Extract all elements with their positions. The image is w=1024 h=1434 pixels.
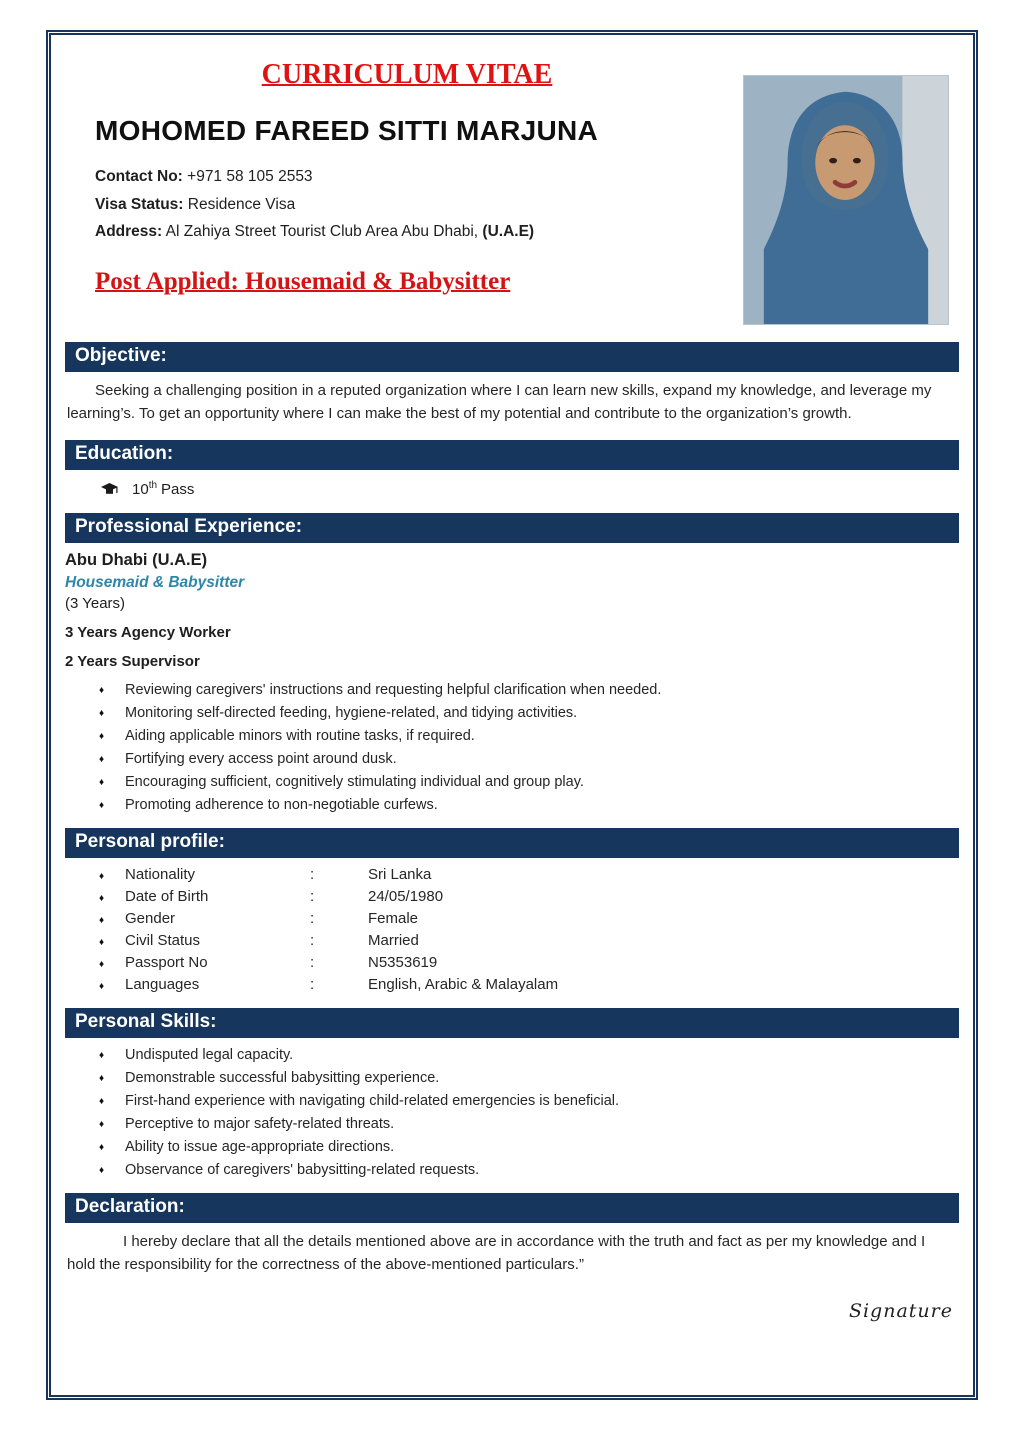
section-education (65, 440, 959, 498)
bullet-text: Aiding applicable minors with routine tasks, if required. (125, 728, 475, 744)
education-text (132, 480, 194, 498)
bullet-text: Encouraging sufficient, cognitively stimulating individual and group play. (125, 774, 584, 790)
profile-label: Date of Birth (125, 888, 209, 905)
profile-row (65, 910, 959, 927)
profile-row (65, 888, 959, 905)
profile-separator: : (310, 932, 315, 949)
experience-role: Housemaid & Babysitter (65, 574, 245, 591)
section-personal-skills (65, 1008, 959, 1178)
field-value: Residence Visa (187, 195, 296, 213)
bullet-text: Perceptive to major safety-related threats. (125, 1116, 395, 1132)
post-applied-title: Post Applied: Housemaid & Babysitter (95, 267, 511, 295)
profile-row (65, 976, 959, 993)
applicant-name: MOHOMED FAREED SITTI MARJUNA (95, 115, 599, 146)
experience-location: Abu Dhabi (U.A.E) (65, 551, 208, 569)
diamond-bullet-icon: ♦ (99, 871, 105, 882)
list-item (99, 728, 959, 744)
list-item (99, 774, 959, 790)
list-item (99, 705, 959, 721)
signature-label: Signature (848, 1300, 953, 1322)
education-grade-number: 10 (132, 481, 149, 498)
profile-label: Passport No (125, 954, 208, 971)
diamond-bullet-icon: ♦ (99, 800, 105, 811)
section-heading: Education: (65, 440, 959, 470)
section-heading: Personal Skills: (65, 1008, 959, 1038)
education-grade-suffix: th (148, 480, 158, 491)
bullet-text: Demonstrable successful babysitting experience. (125, 1070, 440, 1086)
section-heading: Declaration: (65, 1193, 959, 1223)
applicant-photo (743, 75, 949, 325)
profile-label: Nationality (125, 866, 196, 883)
list-item (99, 797, 959, 813)
experience-summary-line: 3 Years Agency Worker (65, 624, 231, 641)
profile-value: Female (368, 910, 419, 927)
diamond-bullet-icon: ♦ (99, 1119, 105, 1130)
field-value: Al Zahiya Street Tourist Club Area Abu Dhabi, (165, 223, 479, 241)
profile-value: Married (368, 932, 419, 949)
objective-text: Seeking a challenging position in a reputed organization where I can learn new skills, expand my knowledge, and leverage my learning’s. To get an opportunity where I can make the best of my potential and contribute to the organization’s growth. (67, 382, 932, 422)
field-label: Visa Status: (95, 195, 184, 213)
profile-label: Gender (125, 910, 176, 927)
section-heading: Personal profile: (65, 828, 959, 858)
profile-separator: : (310, 976, 315, 993)
profile-label: Civil Status (125, 932, 201, 949)
experience-summary-line: 2 Years Supervisor (65, 653, 200, 670)
declaration-text: I hereby declare that all the details mentioned above are in accordance with the truth and fact as per my knowledge and I hold the responsibility for the correctness of the above-mentioned particulars.” (67, 1233, 926, 1273)
bullet-text: Ability to issue age-appropriate directions. (125, 1139, 395, 1155)
skills-bullet-list (65, 1047, 959, 1178)
section-heading: Professional Experience: (65, 513, 959, 543)
diamond-bullet-icon: ♦ (99, 937, 105, 948)
diamond-bullet-icon: ♦ (99, 1096, 105, 1107)
profile-label: Languages (125, 976, 200, 993)
list-item (99, 1070, 959, 1086)
header (65, 59, 959, 327)
list-item (99, 1116, 959, 1132)
profile-separator: : (310, 954, 315, 971)
diamond-bullet-icon: ♦ (99, 1165, 105, 1176)
field-value-bold: (U.A.E) (482, 223, 535, 241)
diamond-bullet-icon: ♦ (99, 1073, 105, 1084)
section-declaration (65, 1193, 959, 1322)
profile-separator: : (310, 888, 315, 905)
experience-duration: (3 Years) (65, 595, 126, 612)
list-item (99, 1162, 959, 1178)
graduation-cap-icon (101, 483, 118, 496)
bullet-text: Reviewing caregivers' instructions and requesting helpful clarification when needed. (125, 682, 662, 698)
page-title: CURRICULUM VITAE (261, 59, 553, 90)
experience-bullet-list (65, 682, 959, 813)
diamond-bullet-icon: ♦ (99, 777, 105, 788)
profile-separator: : (310, 910, 315, 927)
diamond-bullet-icon: ♦ (99, 1050, 105, 1061)
bullet-text: Fortifying every access point around dusk. (125, 751, 397, 767)
section-objective (65, 342, 959, 425)
education-grade-rest: Pass (161, 481, 195, 498)
profile-row (65, 932, 959, 949)
profile-value: Sri Lanka (368, 866, 432, 883)
field-value: +971 58 105 2553 (187, 168, 313, 185)
diamond-bullet-icon: ♦ (99, 685, 105, 696)
bullet-text: Monitoring self-directed feeding, hygiene-related, and tidying activities. (125, 705, 578, 721)
field-label: Contact No: (95, 168, 183, 185)
profile-value: N5353619 (368, 954, 438, 971)
diamond-bullet-icon: ♦ (99, 731, 105, 742)
diamond-bullet-icon: ♦ (99, 893, 105, 904)
section-experience (65, 513, 959, 813)
cv-page (46, 30, 978, 1400)
diamond-bullet-icon: ♦ (99, 959, 105, 970)
diamond-bullet-icon: ♦ (99, 708, 105, 719)
applicant-photo-graphic (744, 76, 948, 324)
section-personal-profile (65, 828, 959, 993)
profile-separator: : (310, 866, 315, 883)
list-item (99, 1139, 959, 1155)
diamond-bullet-icon: ♦ (99, 754, 105, 765)
profile-value: 24/05/1980 (368, 888, 444, 905)
list-item (99, 682, 959, 698)
field-label: Address: (95, 223, 163, 241)
profile-value: English, Arabic & Malayalam (368, 976, 559, 993)
bullet-text: Observance of caregivers' babysitting-related requests. (125, 1162, 480, 1178)
list-item (99, 1093, 959, 1109)
bullet-text: Undisputed legal capacity. (125, 1047, 294, 1063)
diamond-bullet-icon: ♦ (99, 915, 105, 926)
list-item (99, 1047, 959, 1063)
profile-row (65, 954, 959, 971)
profile-row (65, 866, 959, 883)
education-item (101, 480, 959, 498)
list-item (99, 751, 959, 767)
diamond-bullet-icon: ♦ (99, 981, 105, 992)
section-heading: Objective: (65, 342, 959, 372)
diamond-bullet-icon: ♦ (99, 1142, 105, 1153)
bullet-text: Promoting adherence to non-negotiable curfews. (125, 797, 438, 813)
bullet-text: First-hand experience with navigating child-related emergencies is beneficial. (125, 1093, 620, 1109)
